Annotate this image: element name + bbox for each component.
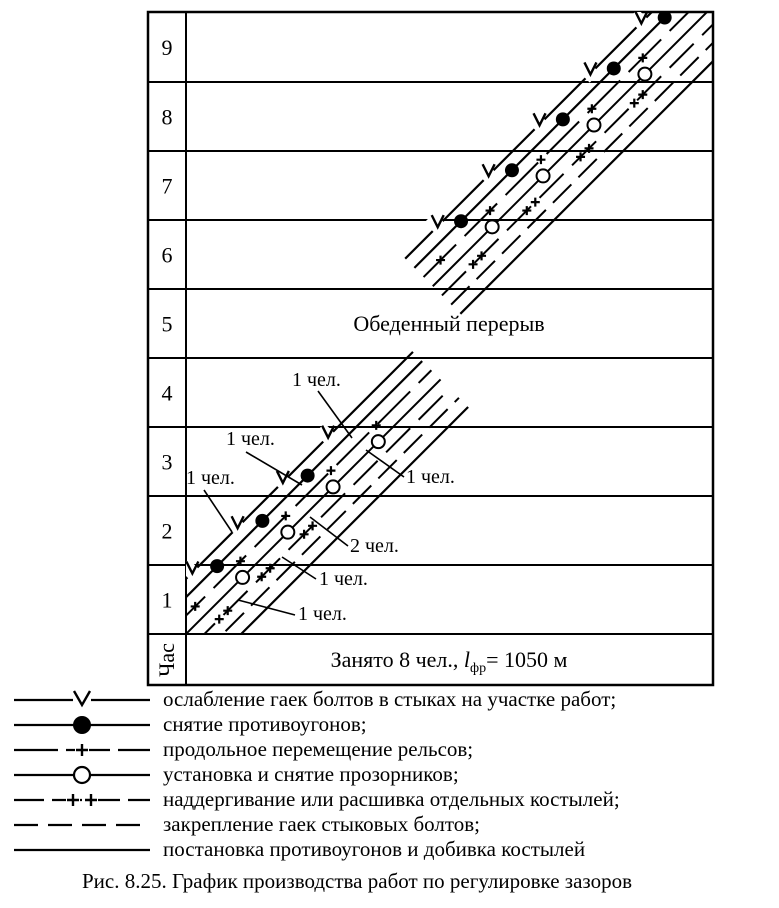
hour-label-9: 9	[161, 35, 173, 60]
legend-text-7: постановка противоугонов и добивка костылей	[163, 837, 586, 861]
annotation-label: 1 чел.	[186, 467, 235, 489]
figure-caption: Рис. 8.25. График производства работ по регулировке зазоров	[82, 869, 632, 893]
filled-circle-icon	[73, 716, 91, 734]
filled-circle-mark	[255, 514, 269, 528]
legend-symbol-1	[14, 689, 150, 705]
filled-circle-mark	[454, 214, 468, 228]
legend-symbol-3	[14, 743, 150, 757]
band-line	[460, 32, 741, 313]
annotation-2	[226, 428, 302, 485]
filled-circle-mark	[556, 112, 570, 126]
annotation-label: 1 чел.	[319, 568, 368, 590]
work-band-2	[405, 0, 742, 314]
hour-label-7: 7	[161, 173, 173, 199]
filled-circle-mark	[301, 469, 315, 483]
hour-label-6: 6	[161, 242, 173, 268]
hour-label-3: 3	[161, 449, 173, 475]
filled-circle-mark	[210, 559, 224, 573]
legend-text-5: наддергивание или расшивка отдельных костылей;	[163, 787, 620, 811]
filled-circle-mark	[658, 11, 672, 25]
band-line	[442, 14, 723, 295]
open-circle-mark	[281, 526, 294, 539]
annotation-label: 1 чел.	[292, 369, 341, 391]
hour-axis-label: Час	[154, 643, 179, 677]
annotation-label: 1 чел.	[298, 603, 347, 625]
hour-label-2: 2	[161, 518, 173, 544]
legend-symbol-2	[14, 716, 150, 734]
open-circle-mark	[638, 68, 651, 81]
band-line	[414, 0, 695, 268]
legend-text-3: продольное перемещение рельсов;	[163, 737, 474, 761]
band-line	[182, 379, 441, 638]
plus-mark	[689, 2, 698, 11]
legend-symbol-5	[14, 793, 150, 807]
filled-circle-mark	[505, 163, 519, 177]
annotation-label: 2 чел.	[350, 535, 399, 557]
open-circle-mark	[372, 435, 385, 448]
band-line	[433, 5, 714, 286]
legend-text-6: закрепление гаек стыковых болтов;	[163, 812, 480, 836]
open-circle-mark	[537, 169, 550, 182]
legend-text-2: снятие противоугонов;	[163, 712, 367, 736]
hour-label-5: 5	[161, 311, 173, 337]
annotation-label: 1 чел.	[226, 428, 275, 450]
crew-summary: Занято 8 чел., $l_{фр}= 1050$ м	[330, 647, 568, 676]
legend-symbol-4	[14, 767, 150, 783]
open-circle-mark	[486, 220, 499, 233]
band-line	[424, 0, 705, 277]
lunch-break-label: Обеденный перерыв	[353, 311, 545, 336]
open-circle-mark	[327, 480, 340, 493]
open-circle-mark	[587, 119, 600, 132]
annotation-label: 1 чел.	[406, 466, 455, 488]
plus-mark	[215, 615, 224, 624]
filled-circle-mark	[607, 61, 621, 75]
annotation-4	[366, 450, 455, 488]
hour-labels	[162, 35, 173, 613]
legend	[14, 687, 620, 861]
open-circle-icon	[74, 767, 90, 783]
open-circle-mark	[236, 571, 249, 584]
hour-label-1: 1	[161, 587, 173, 613]
grid-frame	[148, 12, 713, 685]
legend-text-1: ослабление гаек болтов в стыках на участке работ;	[163, 687, 617, 711]
hour-label-4: 4	[161, 380, 173, 406]
hour-label-8: 8	[161, 104, 173, 130]
legend-text-4: установка и снятие прозорников;	[163, 762, 459, 786]
